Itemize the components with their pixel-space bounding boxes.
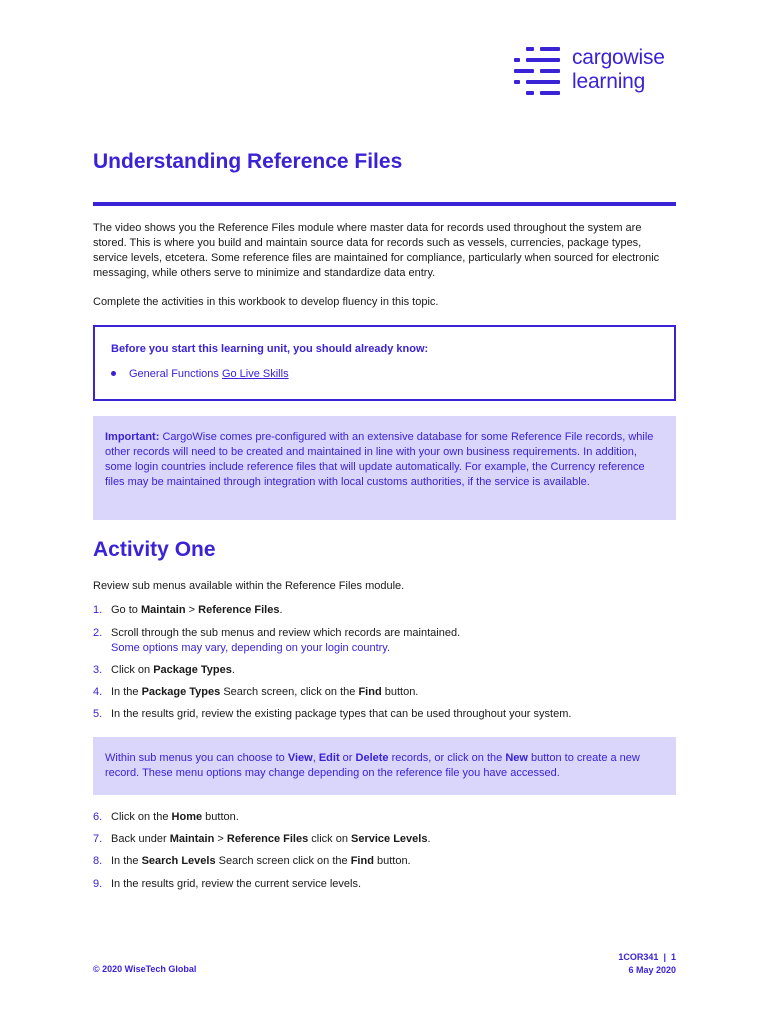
activity-intro: Review sub menus available within the Reference Files module. xyxy=(93,580,405,592)
footer-meta: 1COR341 | 1 6 May 2020 xyxy=(618,952,676,975)
logo-text: cargowise learning xyxy=(572,46,665,93)
activity-heading: Activity One xyxy=(93,538,216,561)
footer-date: 6 May 2020 xyxy=(628,965,676,975)
prerequisite-item: General Functions Go Live Skills xyxy=(111,368,289,380)
prerequisites-box xyxy=(93,325,676,401)
logo-mark-icon xyxy=(514,46,560,96)
intro-paragraph-2: Complete the activities in this workbook to develop fluency in this topic. xyxy=(93,296,439,308)
important-text: CargoWise comes pre-configured with an extensive database for some Reference File records, while other records will need to be created and maintained in line with your own business requirements. In addition, some login countries include reference files that will update automatically. For example, the Currency reference files may be maintained through integration with local customs authorities, if the service is available. xyxy=(105,431,654,488)
page-title: Understanding Reference Files xyxy=(93,150,403,173)
course-code: 1COR341 xyxy=(618,952,659,962)
important-callout xyxy=(93,416,676,520)
go-live-skills-link[interactable]: Go Live Skills xyxy=(221,368,289,380)
tip-callout: Within sub menus you can choose to View, Edit or Delete records, or click on the New button to create a new record. These menu options may change depending on the reference file you have accessed. xyxy=(93,737,676,795)
title-divider xyxy=(93,202,676,206)
intro-paragraph: The video shows you the Reference Files module where master data for records used throughout the system are stored. This is where you build and maintain source data for records such as vessels, currencies, package types, service levels, etcetera. Some reference files are maintained for compliance, particularly when sourced for electronic messaging, while others serve to minimize and standardize data entry. xyxy=(93,222,660,279)
important-label: Important: xyxy=(105,431,160,443)
footer-copyright: © 2020 WiseTech Global xyxy=(93,964,197,974)
bullet-icon xyxy=(111,371,116,376)
cargowise-learning-logo xyxy=(514,46,684,98)
step-2-note: Some options may vary, depending on your login country. xyxy=(111,642,391,654)
page-number: 1 xyxy=(670,952,676,962)
prerequisites-heading: Before you start this learning unit, you should already know: xyxy=(111,343,429,355)
